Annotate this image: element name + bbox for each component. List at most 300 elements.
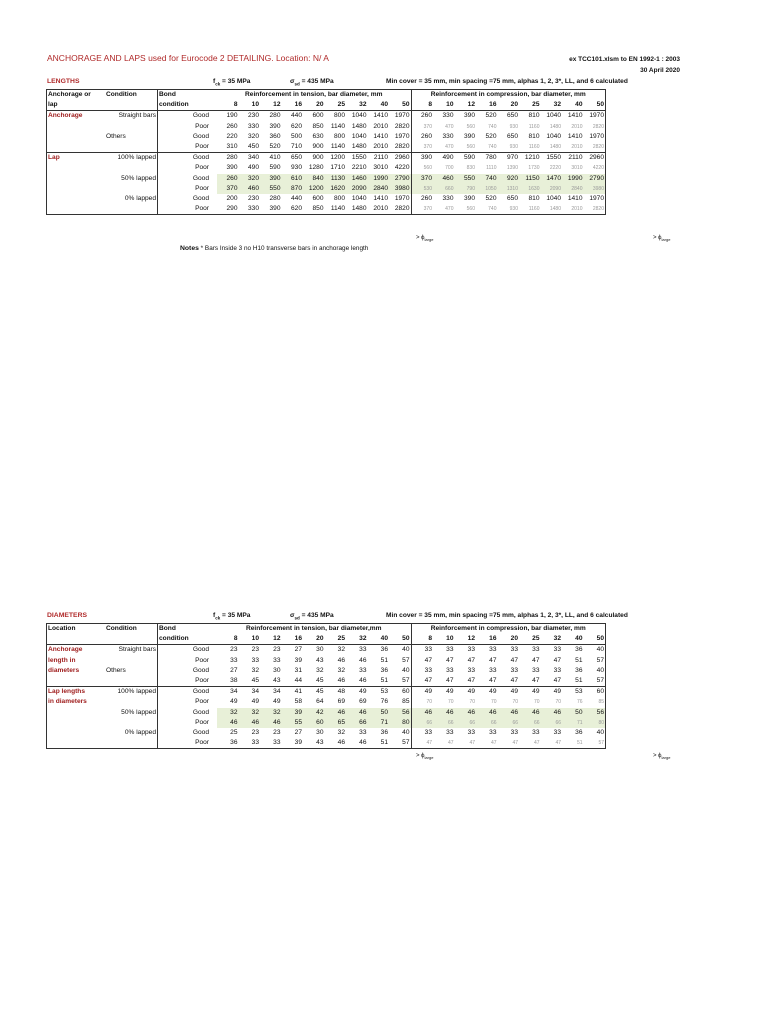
compression-value: 810 [528,112,540,120]
compression-value: 46 [541,708,563,718]
tension-value: 36 [217,738,239,749]
tension-value: 69 [359,698,367,706]
compression-value: 1630 [519,184,541,194]
tension-value: 1410 [373,194,388,202]
table-row [47,174,606,184]
compression-value: 66 [541,718,563,728]
tension-value: 32 [217,708,239,718]
compression-value: 740 [488,144,497,151]
compression-diameter-25: 25 [519,634,541,645]
tension-diameter-50: 50 [389,634,411,645]
tension-value: 650 [282,153,304,164]
compression-value: 33 [424,728,432,736]
tension-diameter-32: 32 [346,100,368,111]
row-location [47,676,106,687]
compression-value: 260 [420,194,432,202]
tension-value: 230 [247,194,259,202]
tension-value: 1040 [351,112,367,120]
tension-value: 53 [368,687,390,698]
compression-value: 3980 [584,184,606,194]
sigma-param: $\sigma_{sd} = 435$ MPa [290,78,334,87]
compression-value: 49 [433,687,455,698]
tension-value: 200 [226,194,238,202]
compression-value: 1730 [528,165,540,172]
tension-value: 46 [337,656,345,664]
row-bond-condition: Poor [158,697,218,707]
row-bond-condition: Good [158,111,218,122]
compression-value: 70 [447,699,454,706]
compression-value: 70 [533,699,540,706]
compression-value: 46 [519,708,541,718]
compression-value: 3010 [571,165,583,172]
tension-value: 1140 [330,143,345,151]
compression-value: 920 [498,174,520,184]
table-row [47,718,606,728]
compression-value: 740 [476,204,498,215]
tension-diameter-20: 20 [303,100,325,111]
tension-value: 1970 [389,194,411,204]
row-bond-condition: Good [158,728,218,738]
row-condition [105,676,158,687]
tension-value: 190 [226,112,238,120]
compression-value: 70 [555,699,561,706]
tension-value: 600 [312,112,324,120]
compression-value: 33 [553,728,561,736]
table-row [47,142,606,153]
compression-diameter-8: 8 [411,100,433,111]
row-bond-condition: Poor [158,122,218,132]
compression-value: 33 [489,646,497,654]
compression-value: 33 [510,728,518,736]
compression-diameter-32: 32 [541,100,563,111]
tension-header: Reinforcement in tension, bar diameter,mm [217,624,411,635]
compression-value: 1050 [476,184,498,194]
compression-value: 33 [446,728,454,736]
row-location [47,194,106,204]
compression-value: 2820 [584,142,606,153]
compression-value: 56 [584,708,606,718]
tension-value: 870 [282,184,304,194]
compression-value: 370 [423,144,432,151]
table-row [47,697,606,707]
col-header-bond: Bond [158,90,218,101]
compression-value: 930 [498,204,520,215]
row-location: length in [47,656,106,666]
row-bond-condition: Poor [158,184,218,194]
tension-value: 1550 [346,153,368,164]
tension-value: 36 [380,646,388,654]
compression-value: 2820 [584,204,606,215]
compression-value: 520 [485,112,497,120]
row-condition: Straight bars [118,112,156,120]
compression-value: 49 [411,687,433,698]
compression-diameter-10: 10 [433,100,455,111]
row-bond-condition: Poor [158,718,218,728]
tension-value: 1200 [303,184,325,194]
tension-value: 1480 [346,204,368,215]
tension-value: 1480 [351,143,367,151]
compression-value: 66 [476,718,498,728]
diameters-table [46,623,606,749]
row-location [47,174,106,184]
diameters-label: DIAMETERS [47,612,88,619]
compression-value: 1040 [546,132,561,140]
table-row [47,687,606,698]
compression-value: 46 [411,708,433,718]
row-condition: 0% lapped [124,728,156,736]
compression-diameter-50: 50 [584,100,606,111]
table-row [47,676,606,687]
tension-value: 280 [217,153,239,164]
compression-value: 520 [485,194,497,202]
tension-value: 32 [337,666,345,674]
compression-value: 2790 [584,174,606,184]
tension-value: 440 [290,194,302,202]
tension-value: 23 [273,728,281,736]
compression-value: 71 [562,718,584,728]
tension-value: 33 [230,656,238,664]
compression-value: 47 [467,677,475,685]
table-row [47,132,606,142]
tension-value: 610 [282,174,304,184]
tension-value: 25 [230,728,238,736]
tension-value: 33 [239,738,261,749]
tension-value: 43 [316,656,324,664]
row-condition [105,204,158,215]
compression-value: 46 [455,708,477,718]
row-bond-condition: Poor [158,738,218,749]
tension-value: 900 [312,143,324,151]
compression-value: 2840 [562,184,584,194]
tension-value: 33 [260,738,282,749]
tension-diameter-16: 16 [282,100,304,111]
compression-value: 790 [455,184,477,194]
tension-value: 80 [389,718,411,728]
compression-value: 2960 [584,153,606,164]
row-location: in diameters [47,697,106,707]
cover-param-2: Min cover = 35 mm, min spacing =75 mm, alphas 1, 2, 3*, LL, and 6 calculated [386,612,628,619]
compression-value: 260 [420,132,432,140]
compression-diameter-32: 32 [541,634,563,645]
compression-value: 780 [476,153,498,164]
row-bond-condition: Good [158,194,218,204]
compression-value: 57 [584,676,606,687]
compression-value: 36 [575,666,583,674]
row-bond-condition: Good [158,645,218,656]
tension-value: 32 [239,708,261,718]
compression-value: 700 [445,165,454,172]
row-condition: Straight bars [118,646,156,654]
compression-value: 260 [420,112,432,120]
compression-value: 47 [489,656,497,664]
tension-value: 85 [389,697,411,707]
tension-value: 2790 [389,174,411,184]
compression-value: 530 [411,184,433,194]
compression-diameter-20: 20 [498,634,520,645]
compression-value: 40 [584,645,606,656]
row-condition: Others [106,666,126,674]
compression-value: 1410 [567,132,583,140]
row-condition: 0% lapped [124,194,156,202]
tension-value: 57 [389,656,411,666]
tension-value: 46 [359,677,367,685]
tension-value: 27 [294,728,302,736]
compression-diameter-16: 16 [476,100,498,111]
tension-value: 33 [359,728,367,736]
col-header-bond: Bond [158,624,218,635]
compression-value: 36 [575,646,583,654]
tension-value: 390 [226,164,238,172]
sigma-param-2: $\sigma_{sd} = 435$ MPa [290,612,334,621]
compression-value: 47 [532,677,540,685]
tension-value: 46 [346,738,368,749]
table-row [47,122,606,132]
tension-value: 66 [346,718,368,728]
tension-value: 49 [230,698,238,706]
row-condition: 50% lapped [121,174,156,182]
diameter-header-row [47,634,606,645]
tension-value: 490 [247,164,259,172]
tension-value: 34 [239,687,261,698]
tension-value: 56 [389,708,411,718]
compression-value: 650 [506,132,518,140]
tension-header: Reinforcement in tension, bar diameter, mm [217,90,411,101]
tension-value: 30 [316,646,324,654]
col-header-location: Location [47,624,106,635]
compression-value: 47 [411,738,433,749]
col-header-bond-2: condition [158,634,218,645]
compression-value: 2010 [562,204,584,215]
compression-value: 47 [510,677,518,685]
compression-value: 70 [512,699,518,706]
compression-value: 46 [498,708,520,718]
row-condition [105,184,158,194]
tension-value: 45 [251,677,259,685]
compression-value: 33 [553,666,561,674]
compression-value: 47 [424,677,432,685]
compression-value: 51 [562,738,584,749]
tension-value: 1410 [373,132,388,140]
compression-value: 85 [584,697,606,707]
compression-value: 49 [455,687,477,698]
compression-value: 390 [463,132,475,140]
compression-diameter-12: 12 [455,100,477,111]
compression-value: 550 [455,174,477,184]
compression-value: 1970 [584,194,606,204]
compression-value: 4220 [584,163,606,173]
compression-value: 36 [575,728,583,736]
compression-value: 60 [584,687,606,698]
compression-value: 1550 [541,153,563,164]
compression-value: 1480 [549,123,561,130]
compression-value: 47 [446,677,454,685]
compression-value: 70 [469,699,475,706]
compression-value: 590 [455,153,477,164]
compression-value: 930 [509,123,518,130]
tension-value: 330 [247,122,259,130]
table-row [47,738,606,749]
compression-value: 33 [532,728,540,736]
tension-value: 1140 [325,204,347,215]
compression-value: 330 [442,132,454,140]
tension-value: 39 [294,656,302,664]
date-line: 30 April 2020 [640,67,680,74]
tension-value: 330 [239,204,261,215]
tension-value: 1480 [351,122,367,130]
row-location: Lap [47,153,106,164]
tension-value: 280 [269,112,281,120]
tension-value: 34 [217,687,239,698]
compression-value: 1160 [528,144,540,151]
tension-value: 32 [251,666,259,674]
phi-large-note-1: > $\phi_{large}$ [653,235,671,243]
compression-value: 560 [466,123,475,130]
compression-value: 33 [467,666,475,674]
compression-value: 390 [463,112,475,120]
tension-value: 23 [273,646,281,654]
tension-value: 340 [239,153,261,164]
tension-value: 800 [333,194,345,202]
compression-value: 650 [506,112,518,120]
compression-diameter-8: 8 [411,634,433,645]
compression-value: 49 [498,687,520,698]
compression-value: 47 [519,738,541,749]
tension-value: 310 [226,143,238,151]
row-bond-condition: Good [158,708,218,718]
tension-value: 40 [389,666,411,676]
row-bond-condition: Poor [158,656,218,666]
row-location [47,718,106,728]
tension-value: 49 [346,687,368,698]
table-row [47,666,606,676]
tension-value: 46 [359,656,367,664]
tension-value: 71 [368,718,390,728]
tension-value: 42 [303,708,325,718]
row-condition [105,656,158,666]
tension-value: 850 [312,122,324,130]
tension-value: 33 [251,656,259,664]
compression-value: 660 [433,184,455,194]
compression-value: 47 [476,738,498,749]
tension-value: 500 [290,132,302,140]
tension-value: 46 [346,708,368,718]
tension-value: 390 [269,122,281,130]
compression-value: 560 [466,144,475,151]
table-row [47,163,606,173]
tension-value: 630 [312,132,324,140]
tension-value: 220 [226,132,238,140]
row-location: Lap lengths [47,687,106,698]
compression-value: 33 [467,728,475,736]
compression-value: 470 [445,123,454,130]
tension-value: 48 [325,687,347,698]
compression-value: 370 [411,174,433,184]
tension-diameter-40: 40 [368,100,390,111]
compression-value: 2010 [571,123,583,130]
tension-value: 230 [247,112,259,120]
row-location: Anchorage [47,111,106,122]
tension-diameter-20: 20 [303,634,325,645]
tension-value: 51 [380,677,388,685]
row-condition: 50% lapped [121,708,156,716]
row-location: Anchorage [47,645,106,656]
compression-value: 47 [498,738,520,749]
tension-value: 1130 [325,174,347,184]
tension-value: 2010 [368,204,390,215]
tension-value: 390 [260,174,282,184]
tension-value: 27 [294,646,302,654]
tension-value: 31 [294,666,302,674]
tension-diameter-50: 50 [389,100,411,111]
compression-value: 330 [442,112,454,120]
compression-value: 740 [488,123,497,130]
compression-value: 470 [445,144,454,151]
compression-value: 33 [467,646,475,654]
tension-value: 43 [303,738,325,749]
tension-value: 370 [217,184,239,194]
cover-param: Min cover = 35 mm, min spacing =75 mm, alphas 1, 2, 3*, LL, and 6 calculated [386,78,628,85]
compression-value: 80 [584,718,606,728]
compression-value: 49 [476,687,498,698]
table-row [47,111,606,122]
compression-diameter-50: 50 [584,634,606,645]
tension-diameter-8: 8 [217,634,239,645]
tension-value: 55 [282,718,304,728]
compression-value: 70 [490,699,497,706]
tension-value: 32 [337,646,345,654]
row-bond-condition: Good [158,153,218,164]
compression-value: 50 [562,708,584,718]
tension-value: 50 [368,708,390,718]
tension-value: 620 [290,122,302,130]
tension-value: 2210 [351,164,367,172]
compression-value: 1210 [519,153,541,164]
compression-value: 47 [541,738,563,749]
row-location [47,163,106,173]
compression-value: 33 [553,646,561,654]
tension-value: 23 [251,646,259,654]
compression-value: 370 [423,123,432,130]
tension-value: 33 [359,666,367,674]
tension-value: 600 [312,194,324,202]
compression-value: 40 [584,666,606,676]
tension-value: 290 [217,204,239,215]
compression-value: 33 [532,646,540,654]
compression-header: Reinforcement in compression, bar diameter, mm [411,624,606,635]
tension-value: 69 [337,698,345,706]
row-bond-condition: Good [158,132,218,142]
tension-value: 46 [239,718,261,728]
row-condition [105,163,158,173]
tension-value: 45 [303,687,325,698]
row-bond-condition: Poor [158,142,218,153]
tension-value: 49 [251,698,259,706]
tension-value: 46 [260,718,282,728]
row-condition [105,738,158,749]
compression-value: 1160 [528,123,540,130]
row-bond-condition: Good [158,666,218,676]
fck-param: $f_{ck} = 35$ MPa [213,78,251,87]
table-row [47,656,606,666]
tension-value: 320 [239,174,261,184]
compression-value: 560 [423,165,432,172]
tension-diameter-8: 8 [217,100,239,111]
compression-value: 830 [466,165,475,172]
tension-value: 800 [333,132,345,140]
tension-value: 260 [226,122,238,130]
tension-value: 3010 [373,164,388,172]
compression-diameter-10: 10 [433,634,455,645]
